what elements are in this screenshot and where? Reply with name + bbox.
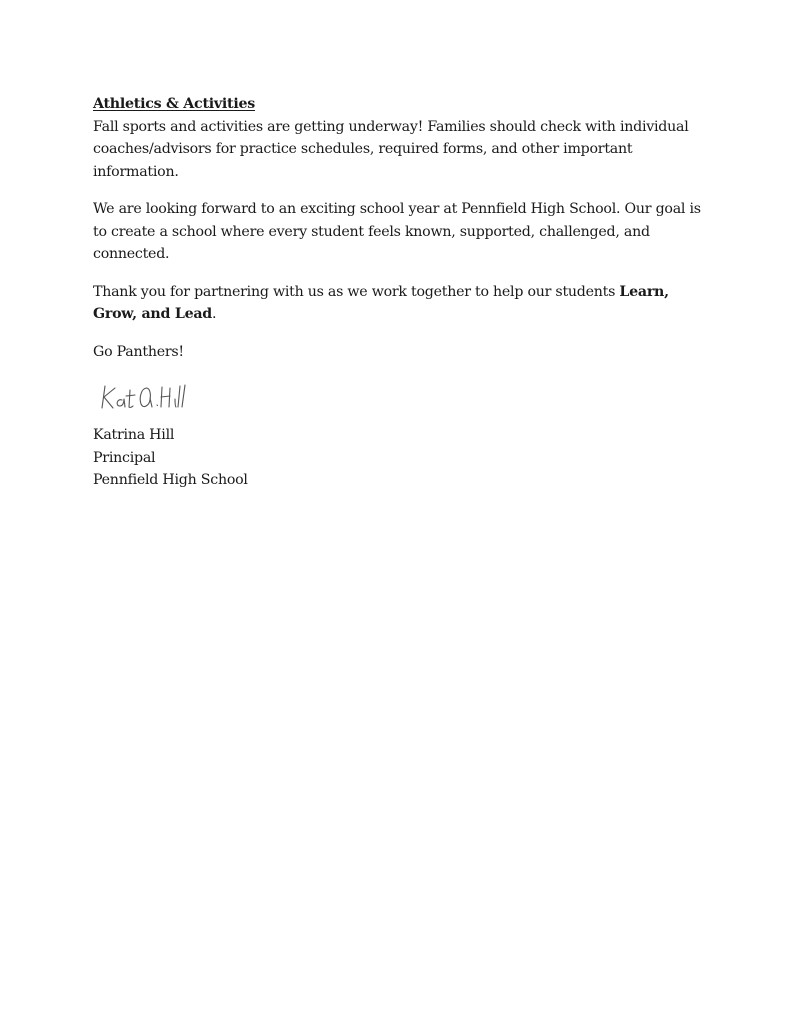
handwritten-signature: [95, 378, 205, 416]
thank-you-text: Thank you for partnering with us as we work together to help our students: [93, 283, 620, 300]
closing-line: Go Panthers!: [93, 343, 184, 360]
signer-name: Katrina Hill: [93, 427, 175, 443]
thank-you-end: .: [211, 306, 217, 322]
section-heading: Athletics & Activities: [93, 96, 255, 112]
paragraph-thank-you: [93, 281, 703, 326]
paragraph-athletics: Fall sports and activities are getting underway! Families should check with individual coaches/advisors for practice schedules, required forms, and other important information.: [93, 118, 689, 180]
signer-title: Principal: [93, 449, 156, 466]
signer-school: Pennfield High School: [93, 472, 248, 488]
motto-text: Learn, Grow, and Lead: [93, 283, 669, 322]
paragraph-school-year: We are looking forward to an exciting school year at Pennfield High School. Our goal is to create a school where every student feels known, supported, challenged, and connected.: [93, 201, 701, 262]
letter-body: [93, 93, 703, 492]
